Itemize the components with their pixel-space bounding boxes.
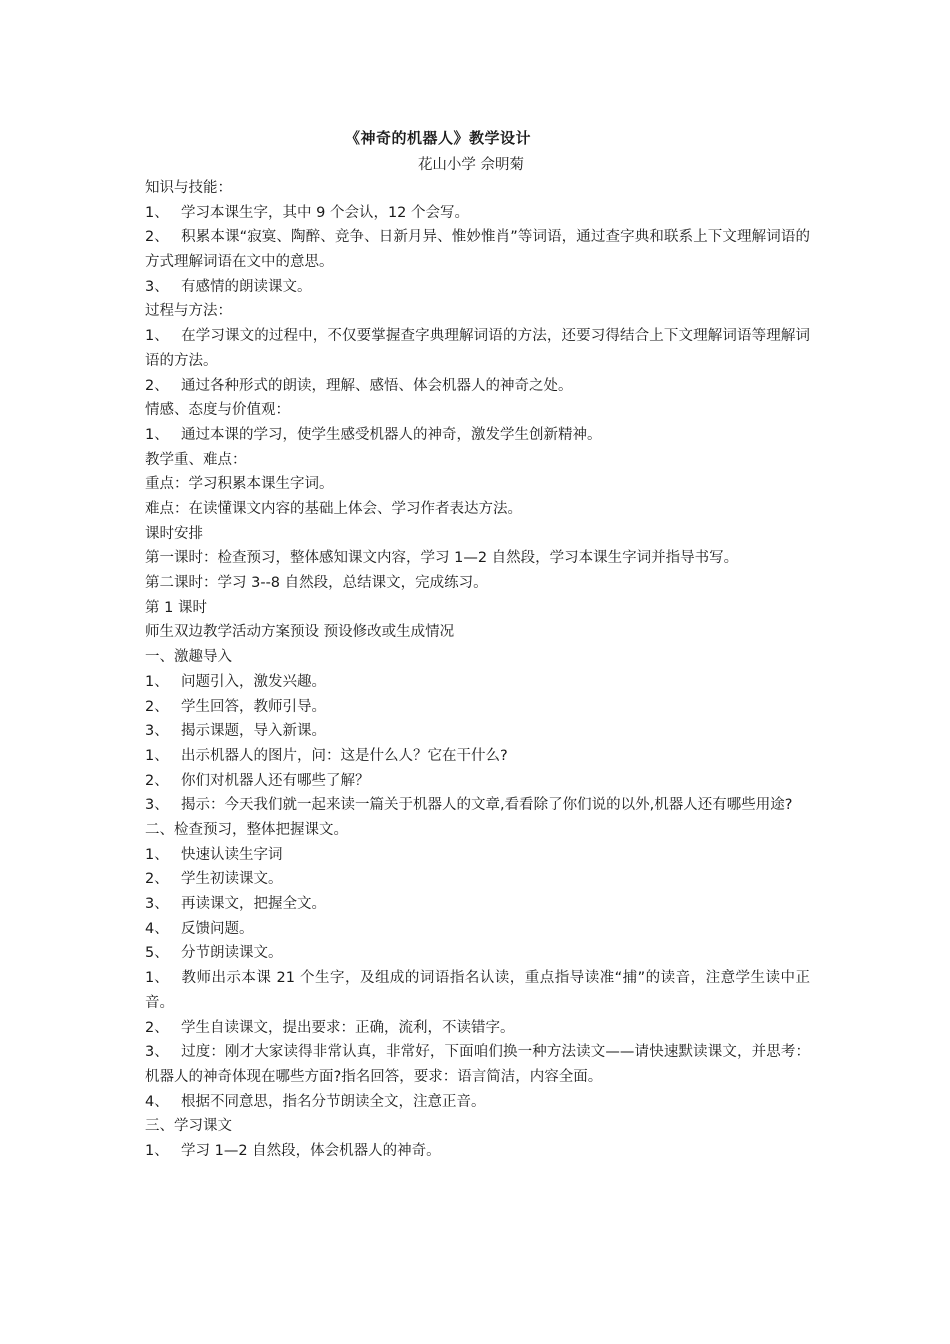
line-text: 第一课时：检查预习，整体感知课文内容，学习 1—2 自然段，学习本课生字词并指导书写。: [145, 550, 739, 567]
line-text: 二、检查预习，整体把握课文。: [145, 821, 348, 838]
line-text: 难点：在读懂课文内容的基础上体会、学习作者表达方法。: [145, 501, 522, 517]
text-line: [145, 374, 810, 399]
document-author-text: 花山小学 佘明菊: [417, 157, 525, 173]
text-line: [145, 275, 810, 300]
text-line: [145, 324, 810, 373]
line-text: 教师出示本课 21 个生字，及组成的词语指名认读，重点指导读准“捕”的读音，注意学生读中正音。: [145, 970, 810, 1011]
line-text: 你们对机器人还有哪些了解？: [181, 772, 370, 789]
line-text: 学习 1—2 自然段，体会机器人的神奇。: [181, 1142, 441, 1159]
line-text: 课时安排: [145, 525, 203, 542]
line-text: 通过本课的学习，使学生感受机器人的神奇，激发学生创新精神。: [181, 426, 602, 443]
text-line: [145, 1090, 810, 1115]
line-text: 出示机器人的图片，问：这是什么人？它在干什么?: [181, 747, 508, 764]
line-text: 情感、态度与价值观：: [145, 402, 290, 419]
text-line: [145, 867, 810, 892]
item-number: 2、: [145, 698, 169, 715]
line-text: 教学重、难点：: [145, 451, 247, 468]
line-text: 揭示课题，导入新课。: [181, 723, 326, 740]
line-text: 问题引入，激发兴趣。: [181, 673, 326, 690]
item-number: 2、: [145, 229, 169, 246]
text-line: [145, 941, 810, 966]
item-number: 2、: [145, 871, 169, 888]
line-text: 过度：刚才大家读得非常认真，非常好，下面咱们换一种方法读文——请快速默读课文，并思考：机器人的神奇体现在哪些方面?指名回答，要求：语言简洁，内容全面。: [145, 1044, 810, 1085]
item-number: 4、: [145, 920, 169, 937]
text-line: [145, 448, 810, 473]
line-text: 重点：学习积累本课生字词。: [145, 476, 334, 493]
text-line: [145, 670, 810, 695]
item-number: 3、: [145, 723, 169, 740]
text-line: [145, 423, 810, 448]
text-line: [145, 398, 810, 423]
text-line: [145, 225, 810, 274]
item-number: 1、: [145, 1142, 169, 1159]
line-text: 分节朗读课文。: [181, 945, 283, 962]
item-number: 3、: [145, 896, 169, 913]
text-line: [145, 1040, 810, 1089]
text-line: [145, 472, 810, 497]
line-text: 根据不同意思，指名分节朗读全文，注意正音。: [181, 1093, 486, 1110]
item-number: 5、: [145, 945, 169, 962]
text-line: [145, 769, 810, 794]
line-text: 一、激趣导入: [145, 649, 232, 666]
line-text: 学习本课生字，其中 9 个会认，12 个会写。: [181, 204, 470, 221]
line-text: 在学习课文的过程中，不仅要掌握查字典理解词语的方法，还要习得结合上下文理解词语等理解词语的方法。: [145, 328, 810, 369]
text-line: [145, 546, 810, 571]
document-title: [0, 127, 950, 148]
line-text: 学生自读课文，提出要求：正确，流利，不读错字。: [181, 1019, 515, 1036]
item-number: 1、: [145, 673, 169, 690]
text-line: [145, 793, 810, 818]
item-number: 1、: [145, 747, 169, 764]
text-line: [145, 892, 810, 917]
text-line: [145, 1139, 810, 1164]
line-text: 第二课时：学习 3--8 自然段，总结课文，完成练习。: [145, 575, 488, 592]
line-text: 揭示：今天我们就一起来读一篇关于机器人的文章,看看除了你们说的以外,机器人还有哪些用途?: [181, 797, 793, 814]
text-line: [145, 1016, 810, 1041]
text-line: [145, 818, 810, 843]
item-number: 1、: [145, 204, 169, 221]
line-text: 师生双边教学活动方案预设 预设修改或生成情况: [145, 624, 455, 641]
line-text: 反馈问题。: [181, 920, 254, 937]
line-text: 再读课文，把握全文。: [181, 896, 326, 913]
text-line: [145, 1114, 810, 1139]
text-line: [145, 571, 810, 596]
text-line: [145, 497, 810, 522]
text-line: [145, 620, 810, 645]
text-line: [145, 917, 810, 942]
text-line: [145, 596, 810, 621]
line-text: 有感情的朗读课文。: [181, 278, 312, 295]
text-line: [145, 299, 810, 324]
item-number: 3、: [145, 797, 169, 814]
line-text: 通过各种形式的朗读，理解、感悟、体会机器人的神奇之处。: [181, 377, 573, 394]
line-text: 知识与技能：: [145, 180, 232, 196]
item-number: 1、: [145, 426, 169, 443]
text-line: [145, 695, 810, 720]
item-number: 3、: [145, 278, 169, 295]
line-text: 第 1 课时: [145, 599, 207, 616]
document-title-text: 《神奇的机器人》教学设计: [344, 129, 531, 147]
line-text: 学生初读课文。: [181, 871, 283, 888]
document-body: [145, 176, 810, 1164]
line-text: 三、学习课文: [145, 1118, 232, 1135]
text-line: [145, 645, 810, 670]
text-line: [145, 843, 810, 868]
item-number: 2、: [145, 377, 169, 394]
text-line: [145, 744, 810, 769]
text-line: [145, 522, 810, 547]
line-text: 学生回答，教师引导。: [181, 698, 326, 715]
text-line: [145, 201, 810, 226]
item-number: 2、: [145, 1019, 169, 1036]
line-text: 积累本课“寂寞、陶醉、竞争、日新月异、惟妙惟肖”等词语，通过查字典和联系上下文理解词语的方式理解词语在文中的意思。: [145, 229, 810, 271]
text-line: [145, 719, 810, 744]
item-number: 2、: [145, 772, 169, 789]
line-text: 快速认读生字词: [181, 846, 283, 863]
item-number: 1、: [145, 328, 169, 345]
line-text: 过程与方法：: [145, 303, 232, 320]
item-number: 4、: [145, 1093, 169, 1110]
item-number: 1、: [145, 846, 169, 863]
text-line: [145, 966, 810, 1015]
text-line: [145, 176, 810, 201]
document-author: [0, 153, 950, 174]
item-number: 3、: [145, 1044, 169, 1061]
item-number: 1、: [145, 970, 169, 987]
